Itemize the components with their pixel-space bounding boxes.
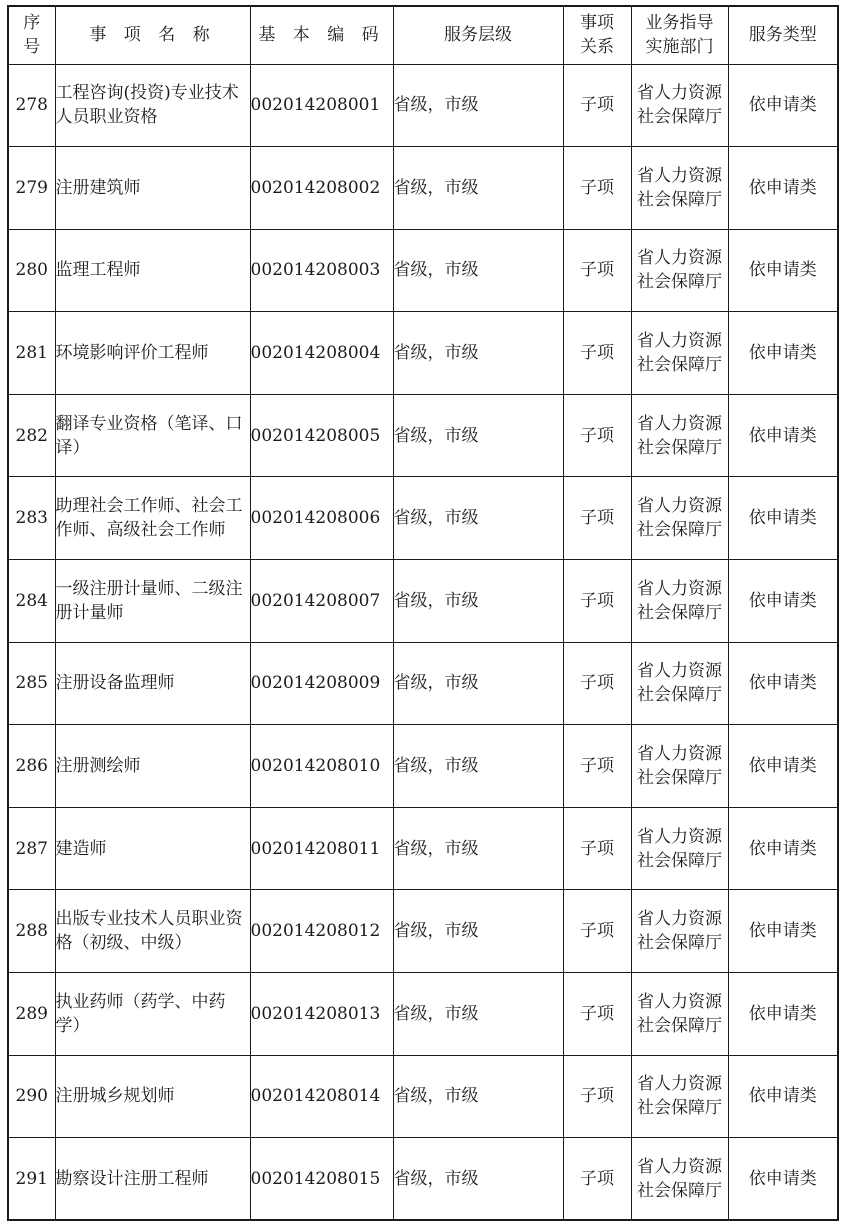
cell-department: 省人力资源社会保障厅 [631,890,728,973]
cell-service-level: 省级，市级 [393,642,563,725]
cell-service-type: 依申请类 [728,807,838,890]
cell-seq: 291 [8,1138,55,1221]
cell-item-name: 注册测绘师 [55,725,250,808]
cell-basic-code: 002014208007 [250,560,393,643]
table-row [8,477,838,560]
cell-service-type: 依申请类 [728,229,838,312]
cell-service-type: 依申请类 [728,477,838,560]
header-type: 服务类型 [728,6,838,64]
cell-item-relation: 子项 [563,64,631,147]
table-row [8,725,838,808]
cell-item-relation: 子项 [563,807,631,890]
cell-service-level: 省级，市级 [393,973,563,1056]
cell-seq: 278 [8,64,55,147]
cell-basic-code: 002014208005 [250,394,393,477]
cell-item-relation: 子项 [563,312,631,395]
cell-basic-code: 002014208001 [250,64,393,147]
cell-service-level: 省级，市级 [393,394,563,477]
table-row [8,1055,838,1138]
cell-basic-code: 002014208003 [250,229,393,312]
cell-basic-code: 002014208011 [250,807,393,890]
cell-service-type: 依申请类 [728,890,838,973]
cell-seq: 283 [8,477,55,560]
cell-basic-code: 002014208012 [250,890,393,973]
cell-item-name: 工程咨询(投资)专业技术人员职业资格 [55,64,250,147]
cell-item-relation: 子项 [563,560,631,643]
cell-item-relation: 子项 [563,890,631,973]
cell-seq: 286 [8,725,55,808]
header-code: 基 本 编 码 [250,6,393,64]
table-row [8,807,838,890]
cell-item-relation: 子项 [563,477,631,560]
cell-service-level: 省级，市级 [393,1055,563,1138]
cell-service-level: 省级，市级 [393,147,563,230]
cell-service-type: 依申请类 [728,560,838,643]
cell-basic-code: 002014208002 [250,147,393,230]
cell-department: 省人力资源社会保障厅 [631,312,728,395]
cell-service-level: 省级，市级 [393,477,563,560]
cell-seq: 290 [8,1055,55,1138]
cell-item-name: 环境影响评价工程师 [55,312,250,395]
cell-service-type: 依申请类 [728,312,838,395]
cell-service-level: 省级，市级 [393,64,563,147]
cell-seq: 282 [8,394,55,477]
cell-service-type: 依申请类 [728,1055,838,1138]
cell-department: 省人力资源社会保障厅 [631,1138,728,1221]
cell-service-type: 依申请类 [728,64,838,147]
cell-item-name: 出版专业技术人员职业资格（初级、中级） [55,890,250,973]
cell-department: 省人力资源社会保障厅 [631,642,728,725]
table-row [8,312,838,395]
cell-seq: 289 [8,973,55,1056]
cell-seq: 284 [8,560,55,643]
cell-seq: 279 [8,147,55,230]
cell-item-relation: 子项 [563,1138,631,1221]
cell-item-name: 一级注册计量师、二级注册计量师 [55,560,250,643]
table-row [8,973,838,1056]
table-row [8,147,838,230]
cell-seq: 280 [8,229,55,312]
cell-department: 省人力资源社会保障厅 [631,64,728,147]
cell-service-level: 省级，市级 [393,725,563,808]
header-level: 服务层级 [393,6,563,64]
cell-item-relation: 子项 [563,394,631,477]
cell-seq: 287 [8,807,55,890]
cell-service-level: 省级，市级 [393,229,563,312]
table-row [8,394,838,477]
cell-department: 省人力资源社会保障厅 [631,807,728,890]
cell-service-level: 省级，市级 [393,1138,563,1221]
cell-item-name: 注册建筑师 [55,147,250,230]
cell-department: 省人力资源社会保障厅 [631,1055,728,1138]
cell-item-relation: 子项 [563,725,631,808]
cell-service-type: 依申请类 [728,1138,838,1221]
cell-department: 省人力资源社会保障厅 [631,477,728,560]
table-row [8,64,838,147]
cell-department: 省人力资源社会保障厅 [631,560,728,643]
cell-item-name: 助理社会工作师、社会工作师、高级社会工作师 [55,477,250,560]
cell-department: 省人力资源社会保障厅 [631,725,728,808]
cell-item-relation: 子项 [563,147,631,230]
cell-department: 省人力资源社会保障厅 [631,394,728,477]
cell-service-type: 依申请类 [728,394,838,477]
cell-service-level: 省级，市级 [393,807,563,890]
cell-basic-code: 002014208004 [250,312,393,395]
cell-basic-code: 002014208010 [250,725,393,808]
header-row [8,6,838,64]
cell-seq: 288 [8,890,55,973]
header-name: 事 项 名 称 [55,6,250,64]
cell-service-level: 省级，市级 [393,890,563,973]
cell-service-level: 省级，市级 [393,312,563,395]
table-header [8,6,838,64]
cell-department: 省人力资源社会保障厅 [631,973,728,1056]
header-dept: 业务指导实施部门 [631,6,728,64]
table-row [8,229,838,312]
cell-department: 省人力资源社会保障厅 [631,147,728,230]
cell-service-level: 省级，市级 [393,560,563,643]
cell-item-relation: 子项 [563,973,631,1056]
cell-item-name: 勘察设计注册工程师 [55,1138,250,1221]
service-items-table [7,5,839,1221]
table-row [8,642,838,725]
cell-basic-code: 002014208009 [250,642,393,725]
cell-basic-code: 002014208013 [250,973,393,1056]
cell-item-name: 执业药师（药学、中药学） [55,973,250,1056]
cell-item-name: 注册设备监理师 [55,642,250,725]
cell-item-relation: 子项 [563,642,631,725]
cell-service-type: 依申请类 [728,147,838,230]
cell-item-relation: 子项 [563,229,631,312]
cell-basic-code: 002014208006 [250,477,393,560]
cell-item-name: 监理工程师 [55,229,250,312]
table-row [8,1138,838,1221]
header-seq: 序号 [8,6,55,64]
cell-seq: 285 [8,642,55,725]
header-relation: 事项关系 [563,6,631,64]
cell-service-type: 依申请类 [728,973,838,1056]
cell-department: 省人力资源社会保障厅 [631,229,728,312]
cell-item-name: 翻译专业资格（笔译、口译） [55,394,250,477]
cell-item-name: 注册城乡规划师 [55,1055,250,1138]
cell-item-relation: 子项 [563,1055,631,1138]
table-row [8,560,838,643]
table-row [8,890,838,973]
cell-basic-code: 002014208015 [250,1138,393,1221]
cell-basic-code: 002014208014 [250,1055,393,1138]
cell-item-name: 建造师 [55,807,250,890]
cell-service-type: 依申请类 [728,642,838,725]
table-body [8,64,838,1220]
cell-service-type: 依申请类 [728,725,838,808]
cell-seq: 281 [8,312,55,395]
